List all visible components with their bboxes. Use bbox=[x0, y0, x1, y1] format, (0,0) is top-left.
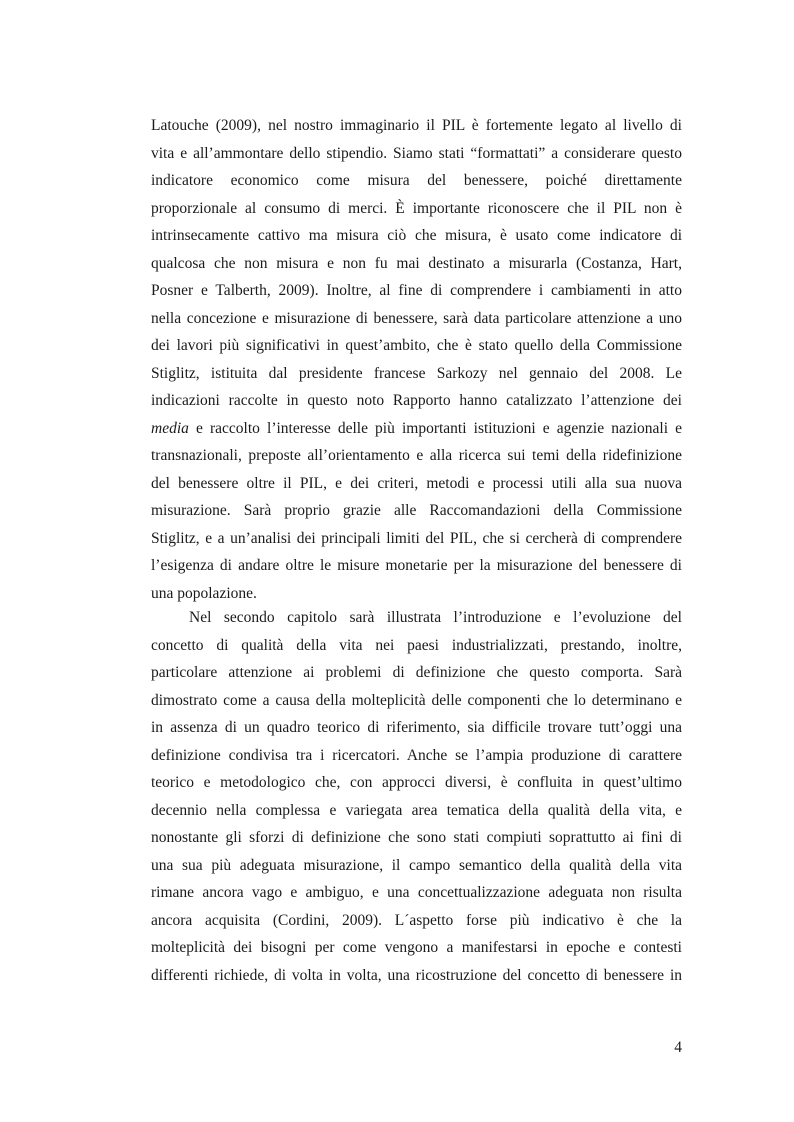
text-line-indented: Nel secondo capitolo sarà illustrata l’introduzione e l’evoluzione del bbox=[189, 609, 682, 626]
text-line: molteplicità dei bisogni per come vengono a manifestarsi in epoche e contesti bbox=[151, 939, 682, 956]
italic-term: media bbox=[151, 419, 189, 437]
text-line: proporzionale al consumo di merci. È importante riconoscere che il PIL non è bbox=[151, 199, 682, 217]
text-line: transnazionali, preposte all’orientamento e alla ricerca sui temi della ridefinizione bbox=[151, 447, 682, 464]
text-line: vita e all’ammontare dello stipendio. Siamo stati “formattati” a considerare questo bbox=[151, 144, 682, 162]
text-line: dei lavori più significativi in quest’ambito, che è stato quello della Commissione bbox=[151, 337, 682, 354]
text-line: concetto di qualità della vita nei paesi industrializzati, prestando, inoltre, bbox=[151, 636, 682, 654]
paragraph-1 bbox=[151, 112, 682, 607]
text-line: Stiglitz, e a un’analisi dei principali limiti del PIL, che si cercherà di comprendere bbox=[151, 529, 682, 547]
text-line: nonostante gli sforzi di definizione che sono stati compiuti soprattutto ai fini di bbox=[151, 829, 682, 846]
text-line: definizione condivisa tra i ricercatori. Anche se l’ampia produzione di carattere bbox=[151, 746, 682, 764]
text-line: nella concezione e misurazione di benessere, sarà data particolare attenzione a uno bbox=[151, 309, 682, 327]
line-continuation: e raccolto l’interesse delle più importanti istituzioni e agenzie nazionali e bbox=[188, 419, 682, 437]
text-line: intrinsecamente cattivo ma misura ciò che misura, è usato come indicatore di bbox=[151, 227, 682, 244]
text-line: Stiglitz, istituita dal presidente francese Sarkozy nel gennaio del 2008. Le bbox=[151, 364, 682, 382]
text-line: del benessere oltre il PIL, e dei criteri, metodi e processi utili alla sua nuova bbox=[151, 474, 682, 492]
text-line: una popolazione. bbox=[151, 584, 257, 602]
text-line: Latouche (2009), nel nostro immaginario il PIL è fortemente legato al livello di bbox=[151, 117, 682, 134]
text-line: misurazione. Sarà proprio grazie alle Raccomandazioni della Commissione bbox=[151, 502, 682, 519]
text-line: indicazioni raccolte in questo noto Rapporto hanno catalizzato l’attenzione dei bbox=[151, 392, 682, 409]
page-number: 4 bbox=[674, 1039, 682, 1056]
text-line: rimane ancora vago e ambiguo, e una concettualizzazione adeguata non risulta bbox=[151, 884, 682, 901]
text-line: indicatore economico come misura del benessere, poiché direttamente bbox=[151, 172, 682, 189]
text-line: ancora acquisita (Cordini, 2009). L´aspetto forse più indicativo è che la bbox=[151, 911, 682, 929]
text-line: qualcosa che non misura e non fu mai destinato a misurarla (Costanza, Hart, bbox=[151, 254, 682, 272]
paragraph-2 bbox=[151, 604, 682, 989]
text-line-with-italic bbox=[151, 415, 682, 443]
text-line: l’esigenza di andare oltre le misure monetarie per la misurazione del benessere di bbox=[151, 557, 682, 574]
text-line: Posner e Talberth, 2009). Inoltre, al fine di comprendere i cambiamenti in atto bbox=[151, 282, 682, 299]
text-line: decennio nella complessa e variegata area tematica della qualità della vita, e bbox=[151, 801, 682, 819]
text-line: in assenza di un quadro teorico di riferimento, sia difficile trovare tutt’oggi una bbox=[151, 719, 682, 736]
text-line: differenti richiede, di volta in volta, una ricostruzione del concetto di benessere in bbox=[151, 966, 682, 984]
text-line: particolare attenzione ai problemi di definizione che questo comporta. Sarà bbox=[151, 664, 682, 681]
text-line: dimostrato come a causa della molteplicità delle componenti che lo determinano e bbox=[151, 691, 682, 709]
text-line: una sua più adeguata misurazione, il campo semantico della qualità della vita bbox=[151, 856, 682, 874]
text-line: teorico e metodologico che, con approcci diversi, è confluita in quest’ultimo bbox=[151, 774, 682, 791]
